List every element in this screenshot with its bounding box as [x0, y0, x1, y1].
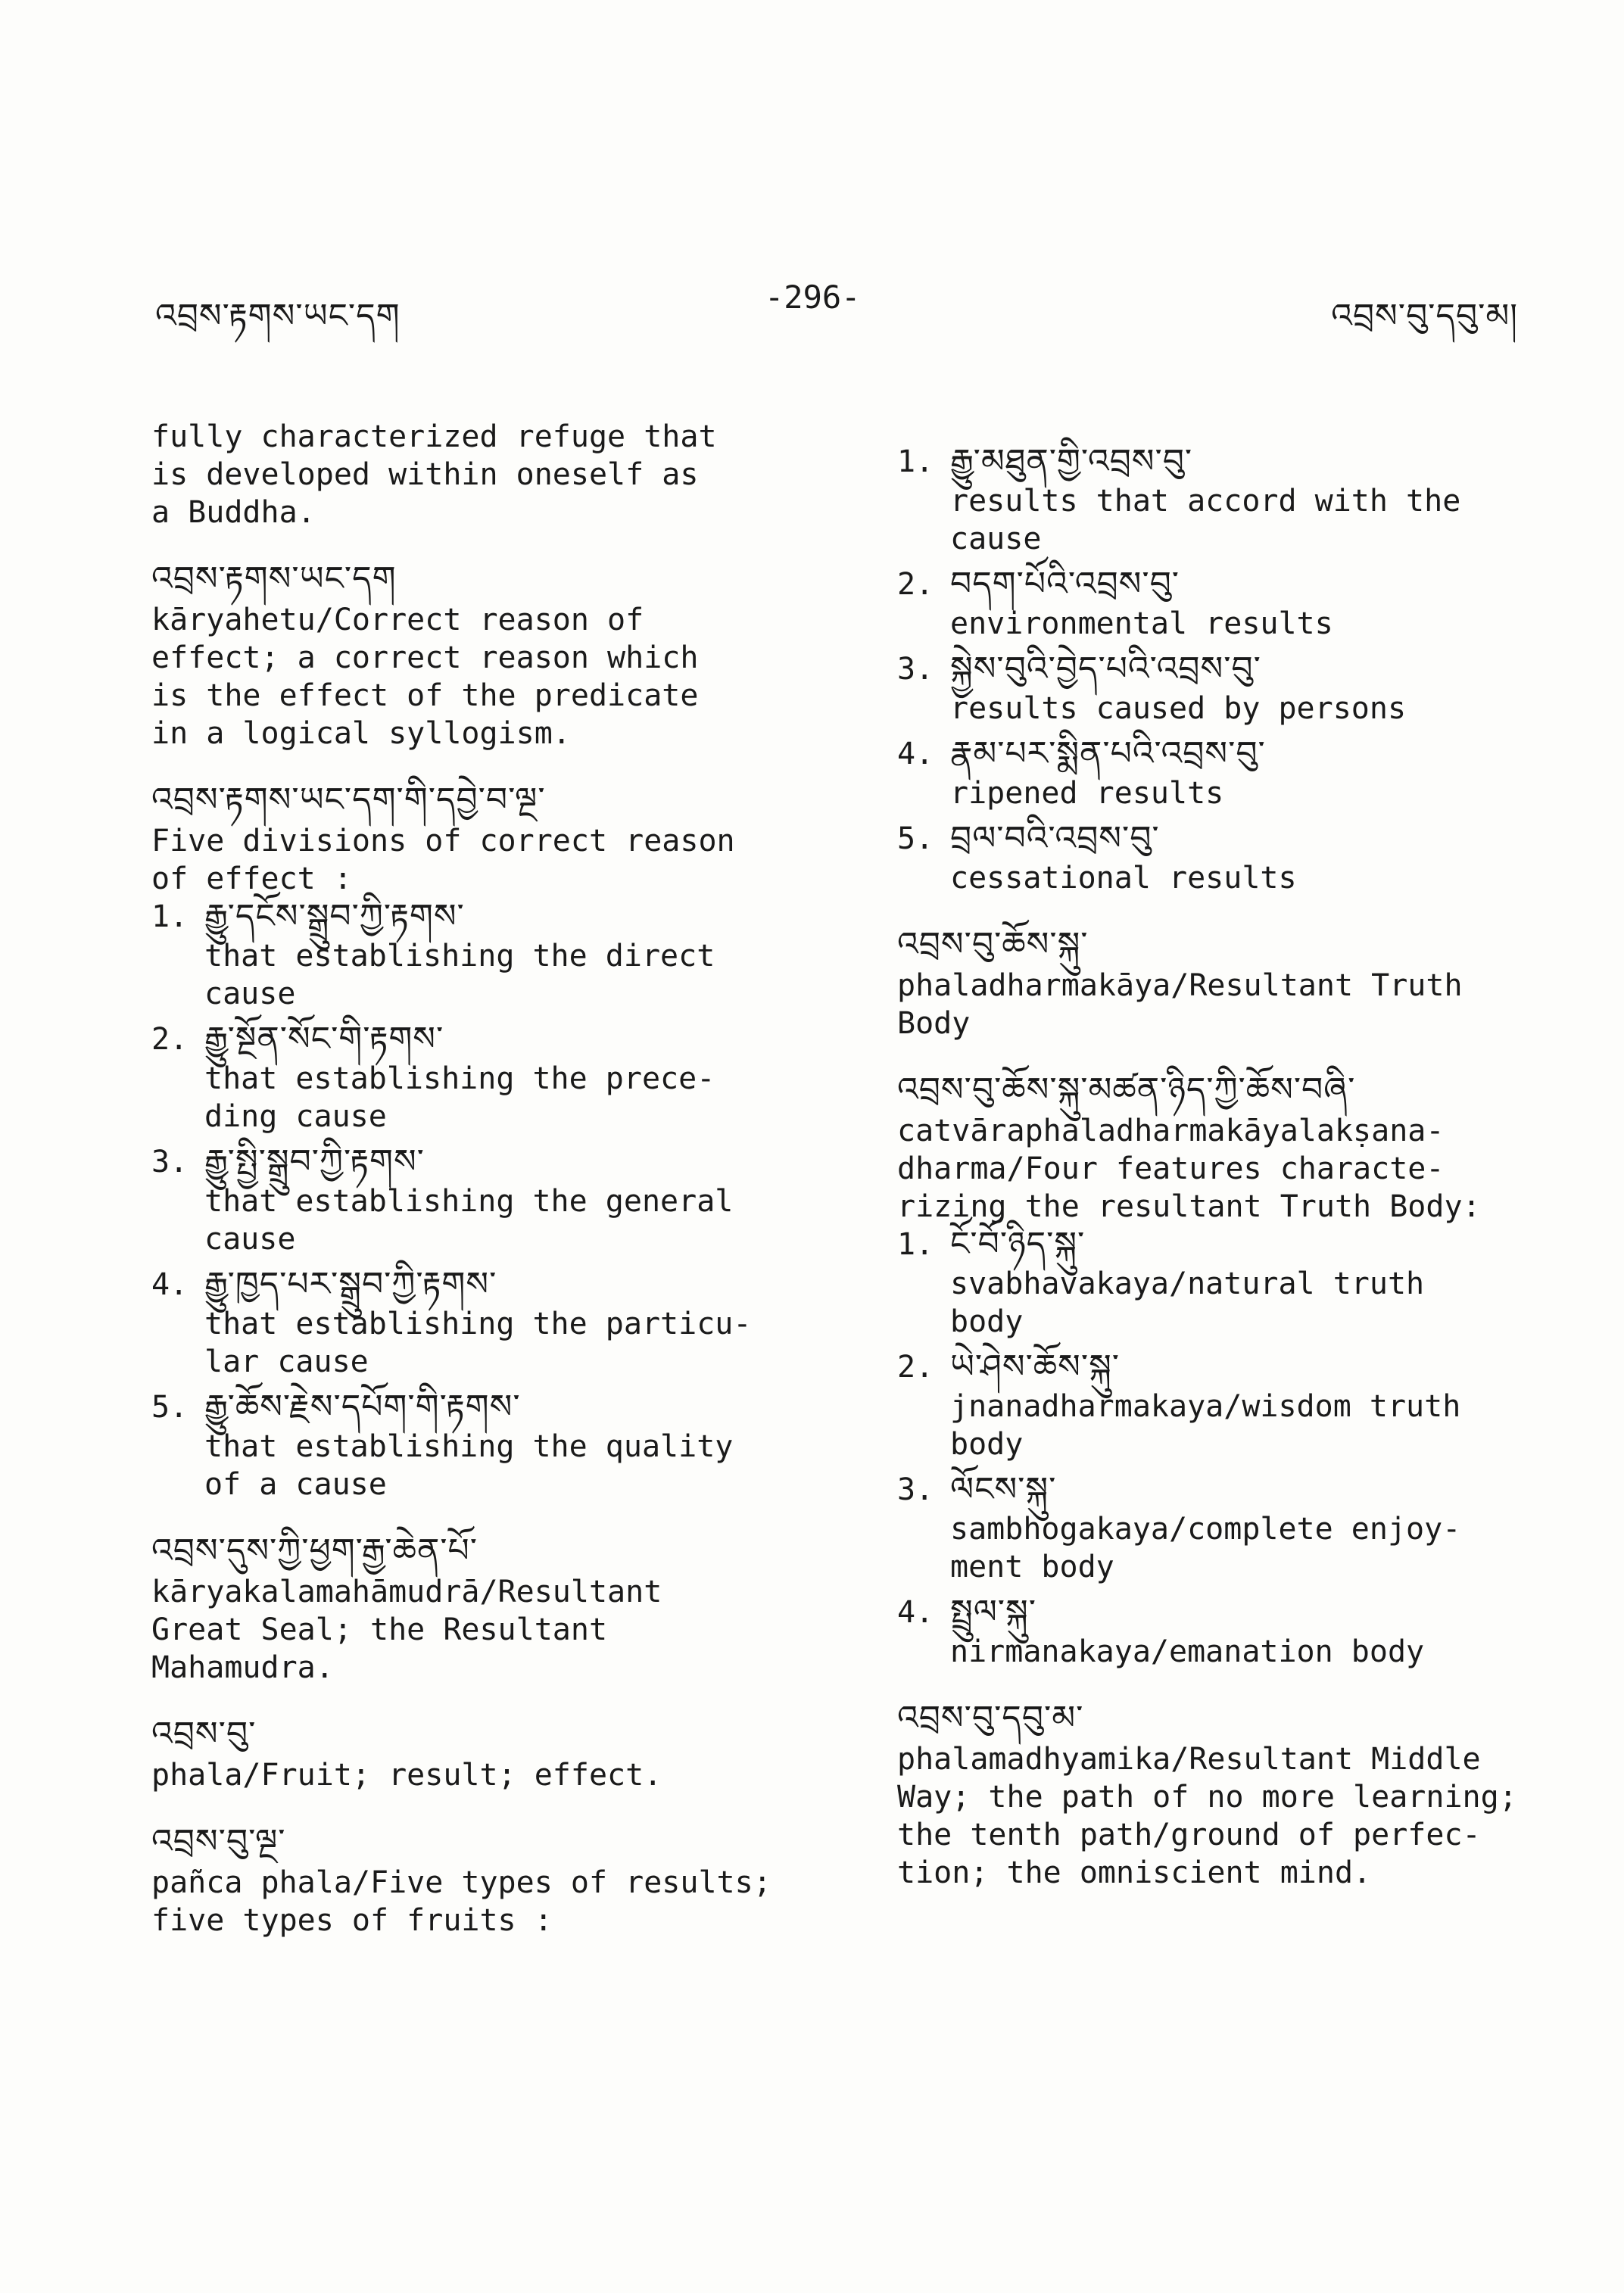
entry-definition: phaladharmakāya/Resultant Truth Body [897, 968, 1463, 1041]
item-number: 1. [897, 444, 934, 479]
entry-tibetan: འབྲས་བུ་ཆོས་སྐུ་མཚན་ཉིད་ཀྱི་ཆོས་བཞི་ [897, 1070, 1356, 1109]
divisions-list [151, 898, 825, 1503]
entry-tibetan: འབྲས་བུ་དབུ་མ་ [897, 1699, 1084, 1737]
item-tibetan: བདག་པོའི་འབྲས་བུ་ [950, 565, 1180, 603]
item-text: cessational results [950, 861, 1297, 896]
page-number: -296- [765, 279, 861, 316]
item-tibetan: རྒྱུ་སྔོན་སོང་གི་རྟགས་ [204, 1020, 444, 1058]
item-number: 2. [897, 567, 934, 602]
entry-definition: pañca phala/Five types of results; five types of fruits : [151, 1865, 771, 1938]
item-tibetan: སྤྲུལ་སྐུ་ [950, 1593, 1036, 1631]
list-item [897, 443, 1563, 558]
item-text: that establishing the quality of a cause [204, 1429, 734, 1502]
item-text: that establishing the prece- ding cause [204, 1061, 715, 1134]
item-tibetan: རྒྱུ་ཁྱད་པར་སྒྲུབ་ཀྱི་རྟགས་ [204, 1265, 497, 1304]
entry-panca-phala [151, 1823, 825, 1939]
item-text: that establishing the direct cause [204, 939, 715, 1011]
item-text: environmental results [950, 606, 1333, 641]
item-tibetan: རྒྱུ་ཆོས་རྗེས་དཔོག་གི་རྟགས་ [204, 1388, 521, 1426]
item-number: 4. [897, 737, 934, 771]
list-item [897, 1594, 1563, 1671]
five-results-list [897, 443, 1563, 897]
item-tibetan: རྒྱུ་སྤྱི་སྒྲུབ་ཀྱི་རྟགས་ [204, 1142, 425, 1181]
item-tibetan: རྣམ་པར་སྨིན་པའི་འབྲས་བུ་ [950, 734, 1266, 773]
entry-definition: phala/Fruit; result; effect. [151, 1758, 662, 1793]
list-item [897, 820, 1563, 897]
entry-phalamadhyamika [897, 1699, 1563, 1892]
intro-text: fully characterized refuge that is developed within oneself as a Buddha. [151, 419, 717, 530]
list-item [151, 898, 825, 1013]
item-text: results caused by persons [950, 691, 1407, 726]
entry-tibetan: འབྲས་བུ་ལྔ་ [151, 1822, 286, 1861]
item-text: jnanadharmakaya/wisdom truth body [950, 1389, 1461, 1462]
item-number: 3. [151, 1145, 189, 1179]
entry-tibetan: འབྲས་བུ་ཆོས་སྐུ་ [897, 925, 1089, 964]
left-column [151, 418, 825, 1968]
item-number: 5. [897, 821, 934, 856]
entry-definition: kāryahetu/Correct reason of effect; a correct reason which is the effect of the predicate in a logical syllogism. [151, 603, 699, 751]
header-left-term: འབྲས་རྟགས་ཡང་དག [155, 297, 401, 335]
right-column [897, 443, 1563, 1921]
item-text: that establishing the particu- lar cause [204, 1307, 752, 1379]
list-item [897, 1471, 1563, 1586]
features-list [897, 1226, 1563, 1671]
entry-phaladharmakaya [897, 926, 1563, 1042]
item-tibetan: རྒྱུ་མཐུན་གྱི་འབྲས་བུ་ [950, 442, 1193, 481]
list-item [897, 1226, 1563, 1341]
item-text: that establishing the general cause [204, 1184, 734, 1257]
list-item [151, 1388, 825, 1503]
entry-tibetan: འབྲས་བུ་ [151, 1715, 257, 1753]
item-text: nirmanakaya/emanation body [950, 1634, 1425, 1669]
list-item [897, 1348, 1563, 1463]
entry-definition: kāryakalamahāmudrā/Resultant Great Seal; the Resultant Mahamudra. [151, 1575, 662, 1685]
entry-karyakalamahamudra [151, 1532, 825, 1687]
item-number: 4. [151, 1267, 189, 1302]
item-text: svabhavakaya/natural truth body [950, 1266, 1425, 1339]
entry-definition: Five divisions of correct reason of effect : [151, 824, 735, 896]
item-tibetan: སྐྱེས་བུའི་བྱེད་པའི་འབྲས་བུ་ [950, 650, 1261, 688]
list-item [151, 1020, 825, 1136]
item-tibetan: ཡེ་ཤེས་ཆོས་སྐུ་ [950, 1347, 1121, 1386]
entry-karyahetu [151, 560, 825, 752]
item-number: 5. [151, 1390, 189, 1425]
item-number: 4. [897, 1595, 934, 1630]
list-item [151, 1266, 825, 1381]
list-item [897, 565, 1563, 643]
item-number: 3. [897, 1472, 934, 1507]
header-right-term: འབྲས་བུ་དབུ་མ། [1331, 297, 1518, 335]
list-item [897, 650, 1563, 727]
entry-tibetan: འབྲས་དུས་ཀྱི་ཕྱག་རྒྱ་ཆེན་པོ་ [151, 1531, 478, 1570]
item-tibetan: རྒྱུ་དངོས་སྒྲུབ་ཀྱི་རྟགས་ [204, 897, 465, 936]
item-tibetan: བྲལ་བའི་འབྲས་བུ་ [950, 819, 1160, 858]
item-tibetan: ངོ་བོ་ཉིད་སྐུ་ [950, 1225, 1086, 1263]
item-number: 1. [897, 1227, 934, 1262]
item-number: 3. [897, 652, 934, 687]
entry-four-features [897, 1071, 1563, 1671]
entry-five-divisions [151, 781, 825, 1503]
entry-definition: phalamadhyamika/Resultant Middle Way; the path of no more learning; the tenth path/ground of perfec- tion; the omniscient mind. [897, 1742, 1517, 1890]
item-text: sambhogakaya/complete enjoy- ment body [950, 1512, 1461, 1584]
item-number: 2. [151, 1022, 189, 1057]
list-item [151, 1143, 825, 1258]
entry-phala [151, 1715, 825, 1794]
item-text: ripened results [950, 776, 1224, 811]
entry-tibetan: འབྲས་རྟགས་ཡང་དག [151, 559, 397, 598]
item-tibetan: ལོངས་སྐུ་ [950, 1470, 1057, 1509]
item-text: results that accord with the cause [950, 484, 1461, 556]
entry-definition: catvāraphaladharmakāyalakṣana- dharma/Four features characte- rizing the resultant Truth Body: [897, 1114, 1481, 1224]
item-number: 2. [897, 1350, 934, 1385]
item-number: 1. [151, 899, 189, 934]
entry-tibetan: འབྲས་རྟགས་ཡང་དག་གི་དབྱེ་བ་ལྔ་ [151, 780, 546, 819]
list-item [897, 735, 1563, 812]
